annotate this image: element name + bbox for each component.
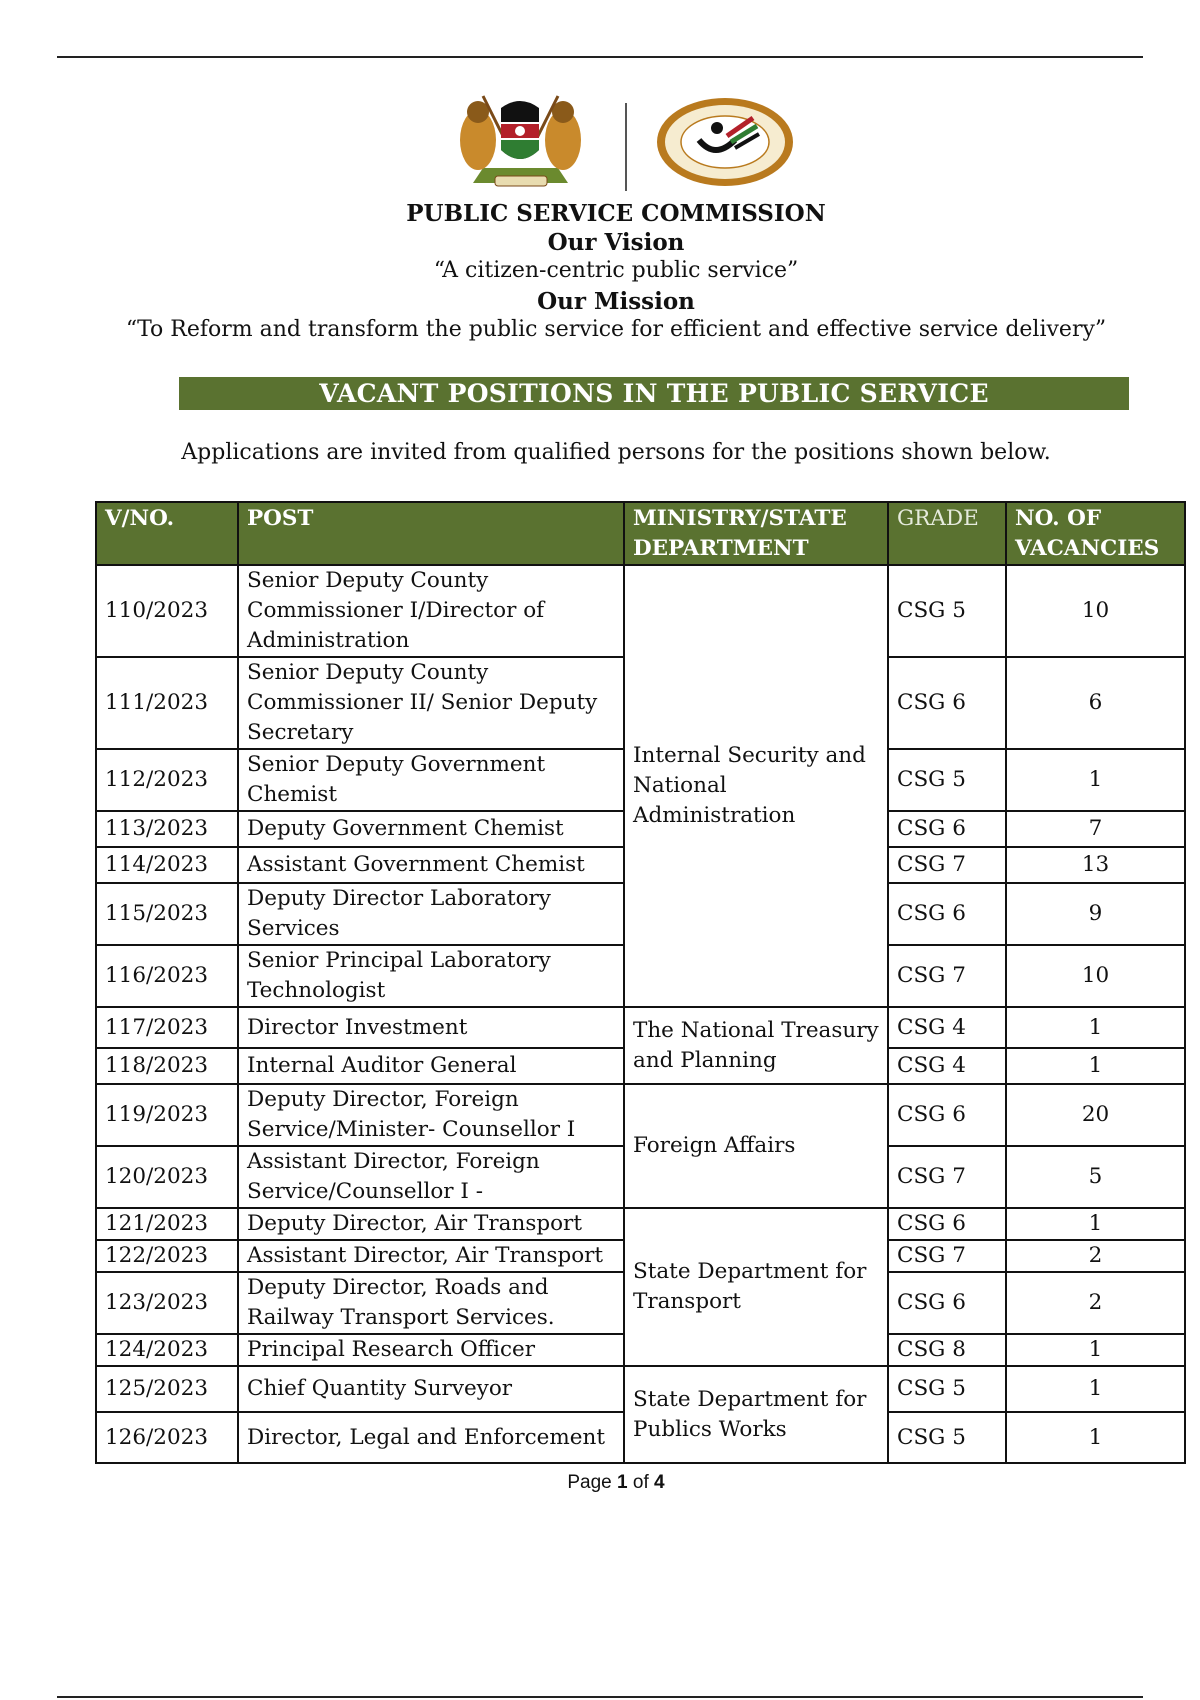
header-vacancies: NO. OF VACANCIES <box>1006 502 1185 565</box>
vno-cell: 123/2023 <box>96 1272 238 1334</box>
vacancies-cell: 1 <box>1006 749 1185 811</box>
header-logos <box>0 88 1200 198</box>
grade-cell: CSG 5 <box>888 1366 1006 1412</box>
vacancies-cell: 9 <box>1006 883 1185 945</box>
header-vno: V/NO. <box>96 502 238 565</box>
post-cell: Deputy Director, Air Transport <box>238 1208 624 1240</box>
top-rule <box>57 56 1143 58</box>
vno-cell: 114/2023 <box>96 847 238 883</box>
vno-cell: 115/2023 <box>96 883 238 945</box>
mission-title: Our Mission <box>537 288 695 315</box>
grade-cell: CSG 5 <box>888 749 1006 811</box>
post-cell: Director, Legal and Enforcement <box>238 1412 624 1463</box>
vacancies-cell: 7 <box>1006 811 1185 847</box>
post-cell: Deputy Government Chemist <box>238 811 624 847</box>
header-post: POST <box>238 502 624 565</box>
vacancies-cell: 10 <box>1006 565 1185 657</box>
grade-cell: CSG 5 <box>888 565 1006 657</box>
vacancies-cell: 1 <box>1006 1208 1185 1240</box>
vacancies-cell: 1 <box>1006 1334 1185 1366</box>
post-cell: Internal Auditor General <box>238 1048 624 1084</box>
post-cell: Senior Deputy County Commissioner II/ Senior Deputy Secretary <box>238 657 624 749</box>
post-cell: Senior Deputy Government Chemist <box>238 749 624 811</box>
ministry-cell: Foreign Affairs <box>624 1084 888 1208</box>
grade-cell: CSG 6 <box>888 883 1006 945</box>
vacancies-cell: 1 <box>1006 1412 1185 1463</box>
grade-cell: CSG 6 <box>888 1208 1006 1240</box>
vno-cell: 112/2023 <box>96 749 238 811</box>
grade-cell: CSG 6 <box>888 1084 1006 1146</box>
vno-cell: 118/2023 <box>96 1048 238 1084</box>
vno-cell: 111/2023 <box>96 657 238 749</box>
vacancies-banner: VACANT POSITIONS IN THE PUBLIC SERVICE <box>179 377 1129 410</box>
ministry-cell: The National Treasury and Planning <box>624 1007 888 1084</box>
header-grade: GRADE <box>888 502 1006 565</box>
post-cell: Deputy Director, Roads and Railway Transport Services. <box>238 1272 624 1334</box>
vacancies-cell: 5 <box>1006 1146 1185 1208</box>
vacancies-cell: 1 <box>1006 1366 1185 1412</box>
vno-cell: 113/2023 <box>96 811 238 847</box>
table-row <box>96 1366 1185 1412</box>
vacancies-cell: 2 <box>1006 1240 1185 1272</box>
grade-cell: CSG 7 <box>888 945 1006 1007</box>
organization-name: PUBLIC SERVICE COMMISSION <box>406 200 826 227</box>
grade-cell: CSG 4 <box>888 1007 1006 1048</box>
ministry-cell: State Department for Transport <box>624 1208 888 1366</box>
grade-cell: CSG 5 <box>888 1412 1006 1463</box>
vno-cell: 126/2023 <box>96 1412 238 1463</box>
header-ministry: MINISTRY/STATE DEPARTMENT <box>624 502 888 565</box>
intro-text: Applications are invited from qualified persons for the positions shown below. <box>181 440 1051 465</box>
grade-cell: CSG 7 <box>888 1240 1006 1272</box>
bottom-rule <box>57 1696 1143 1698</box>
vno-cell: 116/2023 <box>96 945 238 1007</box>
vno-cell: 110/2023 <box>96 565 238 657</box>
vno-cell: 119/2023 <box>96 1084 238 1146</box>
vno-cell: 120/2023 <box>96 1146 238 1208</box>
vacancies-cell: 13 <box>1006 847 1185 883</box>
ministry-cell: Internal Security and National Administration <box>624 565 888 1007</box>
vno-cell: 122/2023 <box>96 1240 238 1272</box>
vno-cell: 125/2023 <box>96 1366 238 1412</box>
post-cell: Chief Quantity Surveyor <box>238 1366 624 1412</box>
table-row <box>96 1208 1185 1240</box>
grade-cell: CSG 6 <box>888 657 1006 749</box>
vision-title: Our Vision <box>547 229 685 256</box>
vacancies-cell: 6 <box>1006 657 1185 749</box>
vacancies-cell: 2 <box>1006 1272 1185 1334</box>
vacancies-cell: 1 <box>1006 1048 1185 1084</box>
mission-text: “To Reform and transform the public service for efficient and effective service delivery” <box>125 317 1107 342</box>
kenya-coat-of-arms-icon <box>443 88 598 193</box>
table-row <box>96 1007 1185 1048</box>
post-cell: Deputy Director Laboratory Services <box>238 883 624 945</box>
vno-cell: 121/2023 <box>96 1208 238 1240</box>
psc-seal-icon <box>655 96 795 188</box>
vno-cell: 124/2023 <box>96 1334 238 1366</box>
ministry-cell: State Department for Publics Works <box>624 1366 888 1463</box>
table-header-row <box>96 502 1185 565</box>
vacancies-cell: 20 <box>1006 1084 1185 1146</box>
grade-cell: CSG 8 <box>888 1334 1006 1366</box>
grade-cell: CSG 4 <box>888 1048 1006 1084</box>
grade-cell: CSG 7 <box>888 1146 1006 1208</box>
post-cell: Director Investment <box>238 1007 624 1048</box>
post-cell: Assistant Government Chemist <box>238 847 624 883</box>
vision-text: “A citizen-centric public service” <box>433 258 799 283</box>
vacancies-cell: 10 <box>1006 945 1185 1007</box>
logo-divider <box>625 103 627 191</box>
grade-cell: CSG 6 <box>888 811 1006 847</box>
post-cell: Assistant Director, Foreign Service/Counsellor I - <box>238 1146 624 1208</box>
post-cell: Principal Research Officer <box>238 1334 624 1366</box>
grade-cell: CSG 6 <box>888 1272 1006 1334</box>
post-cell: Senior Principal Laboratory Technologist <box>238 945 624 1007</box>
vno-cell: 117/2023 <box>96 1007 238 1048</box>
post-cell: Deputy Director, Foreign Service/Minister- Counsellor I <box>238 1084 624 1146</box>
table-row <box>96 565 1185 657</box>
post-cell: Senior Deputy County Commissioner I/Director of Administration <box>238 565 624 657</box>
page-current: 1 <box>617 1472 628 1493</box>
post-cell: Assistant Director, Air Transport <box>238 1240 624 1272</box>
page-total: 4 <box>654 1472 665 1493</box>
page-number <box>0 1472 1200 1494</box>
vacancies-cell: 1 <box>1006 1007 1185 1048</box>
page-label: Page <box>567 1472 612 1493</box>
vacancies-table <box>95 501 1186 1464</box>
grade-cell: CSG 7 <box>888 847 1006 883</box>
table-row <box>96 1084 1185 1146</box>
of-label: of <box>632 1472 649 1493</box>
